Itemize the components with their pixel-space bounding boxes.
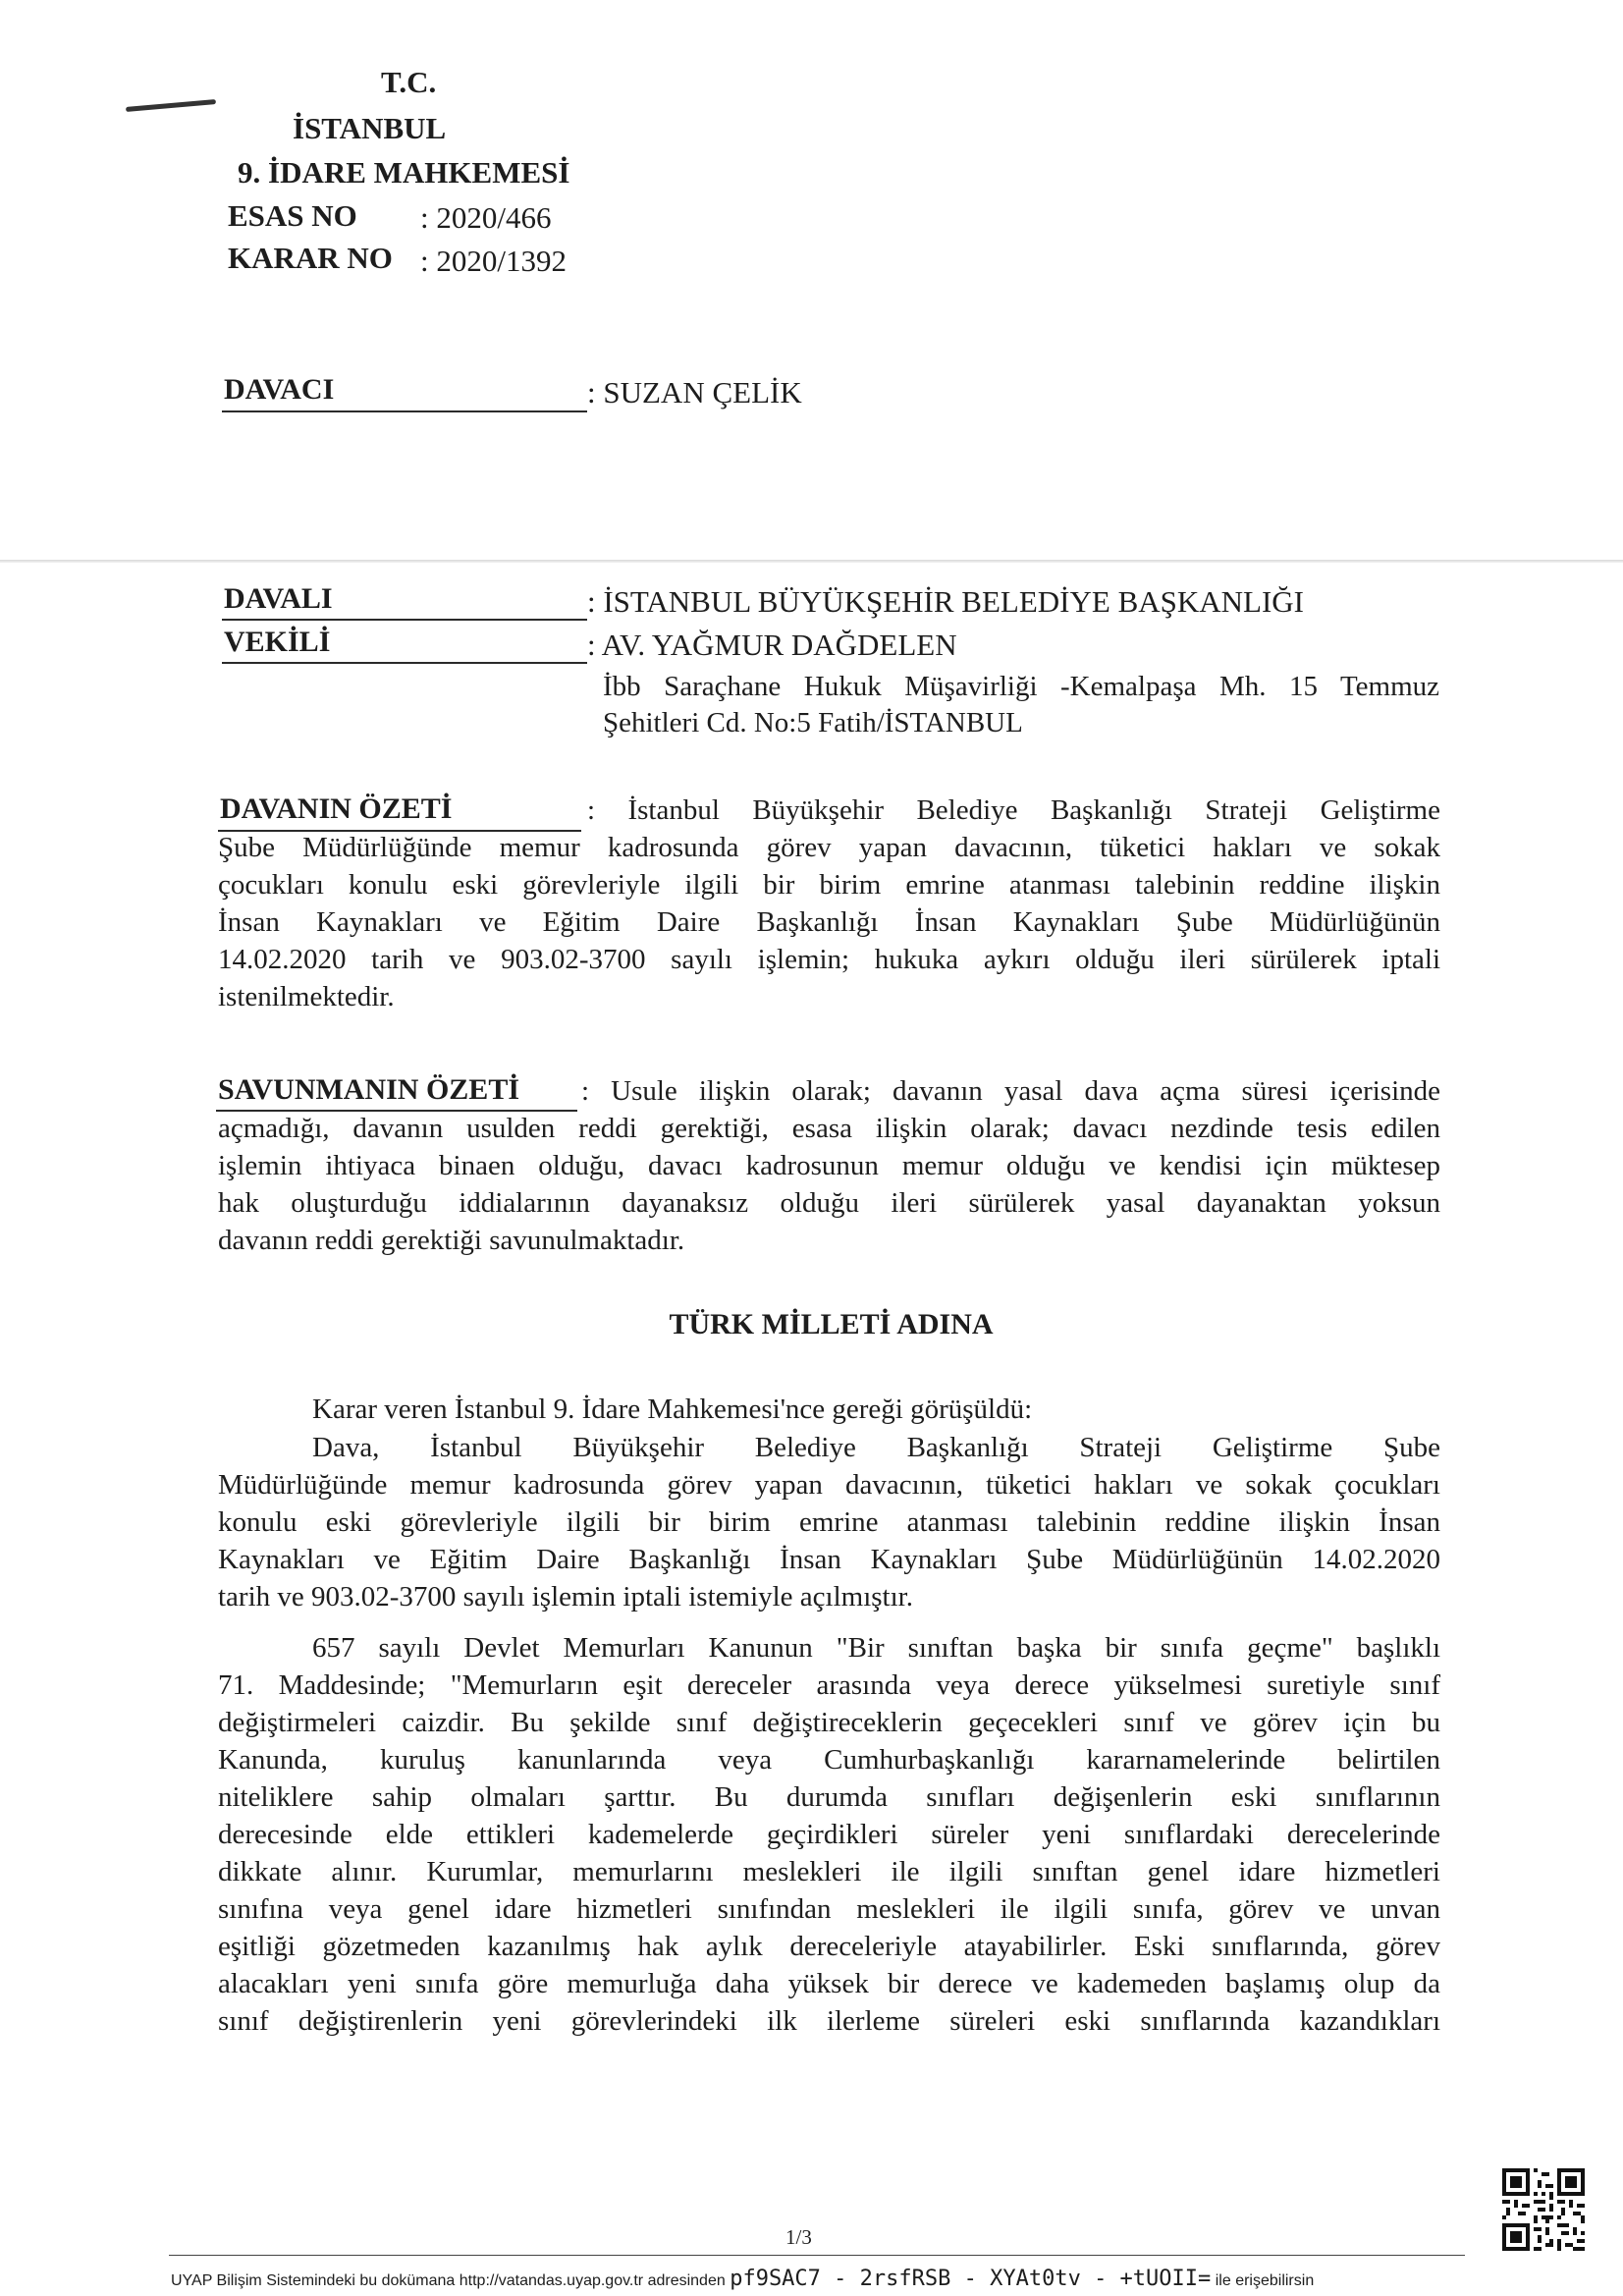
vekili-label: VEKİLİ bbox=[224, 626, 331, 658]
qr-code-icon bbox=[1502, 2168, 1585, 2251]
footer-verification bbox=[171, 2267, 1314, 2291]
p1-line-5: tarih ve 903.02-3700 sayılı işlemin iptali istemiyle açılmıştır. bbox=[218, 1581, 913, 1613]
defense-line-4: hak oluşturduğu iddialarının dayanaksız olduğu ileri sürülerek yasal dayanaktan yoksun bbox=[218, 1187, 1440, 1219]
defense-line-3: işlemin ihtiyaca binaen olduğu, davacı kadrosunun memur olduğu ve kendisi için müktesep bbox=[218, 1150, 1440, 1181]
p1-line-3: konulu eski görevleriyle ilgili bir birim emrine atanması talebinin reddine ilişkin İnsan bbox=[218, 1506, 1440, 1538]
davali-label: DAVALI bbox=[224, 582, 333, 615]
page-number: 1/3 bbox=[785, 2225, 812, 2249]
davali-value: : İSTANBUL BÜYÜKŞEHİR BELEDİYE BAŞKANLIĞI bbox=[587, 584, 1304, 619]
pen-stroke-mark bbox=[126, 99, 216, 112]
defense-line-1: : Usule ilişkin olarak; davanın yasal dava açma süresi içerisinde bbox=[581, 1075, 1440, 1107]
defense-label: SAVUNMANIN ÖZETİ bbox=[218, 1073, 520, 1106]
defense-underline bbox=[216, 1110, 577, 1112]
summary-line-3: çocukları konulu eski görevleriyle ilgili bir birim emrine atanması talebinin reddine ilişkin bbox=[218, 869, 1440, 901]
summary-line-5: 14.02.2020 tarih ve 903.02-3700 sayılı işlemin; hukuka aykırı olduğu ileri sürülerek iptali bbox=[218, 944, 1440, 975]
p2-line-3: değiştirmeleri caizdir. Bu şekilde sınıf değiştireceklerin geçecekleri sınıf ve görev için bu bbox=[218, 1707, 1440, 1738]
header-court: 9. İDARE MAHKEMESİ bbox=[238, 155, 570, 190]
p2-line-8: sınıfına veya genel idare hizmetleri sınıfından meslekleri ile ilgili sınıfa, görev ve unvan bbox=[218, 1893, 1440, 1925]
p1-line-4: Kaynakları ve Eğitim Daire Başkanlığı İnsan Kaynakları Şube Müdürlüğünün 14.02.2020 bbox=[218, 1544, 1440, 1575]
karar-label: KARAR NO bbox=[228, 241, 393, 275]
decision-intro: Karar veren İstanbul 9. İdare Mahkemesi'nce gereği görüşüldü: bbox=[312, 1394, 1033, 1425]
address-line-1: İbb Saraçhane Hukuk Müşavirliği -Kemalpaşa Mh. 15 Temmuz bbox=[603, 671, 1439, 702]
summary-line-2: Şube Müdürlüğünde memur kadrosunda görev yapan davacının, tüketici hakları ve sokak bbox=[218, 832, 1440, 863]
p2-line-9: eşitliği gözetmeden kazanılmış hak aylık dereceleriyle atayabilirler. Eski sınıflarında, görev bbox=[218, 1931, 1440, 1962]
p1-line-2: Müdürlüğünde memur kadrosunda görev yapan davacının, tüketici hakları ve sokak çocukları bbox=[218, 1469, 1440, 1501]
davaci-label: DAVACI bbox=[224, 373, 335, 406]
p2-line-11: sınıf değiştirenlerin yeni görevlerindeki ilk ilerleme süreleri eski sınıflarında kazandıkları bbox=[218, 2005, 1440, 2037]
address-line-2: Şehitleri Cd. No:5 Fatih/İSTANBUL bbox=[603, 707, 1023, 738]
p2-line-7: dikkate alınır. Kurumlar, memurlarını meslekleri ile ilgili sınıftan genel idare hizmetleri bbox=[218, 1856, 1440, 1887]
footer-rule bbox=[169, 2255, 1465, 2256]
davaci-value: : SUZAN ÇELİK bbox=[587, 375, 802, 410]
p2-line-1: 657 sayılı Devlet Memurları Kanunun "Bir sınıftan başka bir sınıfa geçme" başlıklı bbox=[312, 1632, 1440, 1664]
defense-line-5: davanın reddi gerektiği savunulmaktadır. bbox=[218, 1225, 685, 1256]
p1-line-1: Dava, İstanbul Büyükşehir Belediye Başkanlığı Strateji Geliştirme Şube bbox=[312, 1432, 1440, 1463]
summary-line-4: İnsan Kaynakları ve Eğitim Daire Başkanlığı İnsan Kaynakları Şube Müdürlüğünün bbox=[218, 906, 1440, 938]
footer-text-prefix: UYAP Bilişim Sistemindeki bu dokümana http://vatandas.uyap.gov.tr adresinden bbox=[171, 2272, 726, 2289]
p2-line-6: derecesinde elde ettikleri kademelerde geçirdikleri süreler yeni sınıflardaki derecelerinde bbox=[218, 1819, 1440, 1850]
defense-line-2: açmadığı, davanın usulden reddi gerektiği, esasa ilişkin olarak; davacı nezdinde tesis edilen bbox=[218, 1113, 1440, 1144]
p2-line-2: 71. Maddesinde; "Memurların eşit dereceler arasında veya derece yükselmesi suretiyle sınıf bbox=[218, 1669, 1440, 1701]
fold-line bbox=[0, 560, 1623, 563]
footer-text-suffix: ile erişebilirsin bbox=[1215, 2272, 1315, 2289]
esas-value: : 2020/466 bbox=[420, 200, 552, 235]
davaci-underline bbox=[222, 410, 587, 412]
davali-underline bbox=[222, 619, 587, 621]
karar-value: : 2020/1392 bbox=[420, 244, 567, 278]
header-city: İSTANBUL bbox=[293, 111, 447, 145]
p2-line-4: Kanunda, kuruluş kanunlarında veya Cumhurbaşkanlığı kararnamelerinde belirtilen bbox=[218, 1744, 1440, 1776]
vekili-value: : AV. YAĞMUR DAĞDELEN bbox=[587, 628, 957, 662]
summary-label: DAVANIN ÖZETİ bbox=[220, 793, 453, 825]
header-tc: T.C. bbox=[381, 65, 437, 99]
footer-code: pf9SAC7 - 2rsfRSB - XYAt0tv - +tUOII= bbox=[730, 2267, 1212, 2291]
vekili-underline bbox=[222, 662, 587, 664]
p2-line-10: alacakları yeni sınıfa göre memurluğa daha yüksek bir derece ve kademeden başlamış olup da bbox=[218, 1968, 1440, 1999]
decision-title: TÜRK MİLLETİ ADINA bbox=[669, 1308, 994, 1340]
esas-label: ESAS NO bbox=[228, 198, 357, 233]
p2-line-5: niteliklere sahip olmaları şarttır. Bu durumda sınıfları değişenlerin eski sınıflarının bbox=[218, 1781, 1440, 1813]
summary-line-6: istenilmektedir. bbox=[218, 981, 395, 1012]
summary-line-1: : İstanbul Büyükşehir Belediye Başkanlığı Strateji Geliştirme bbox=[587, 794, 1440, 826]
